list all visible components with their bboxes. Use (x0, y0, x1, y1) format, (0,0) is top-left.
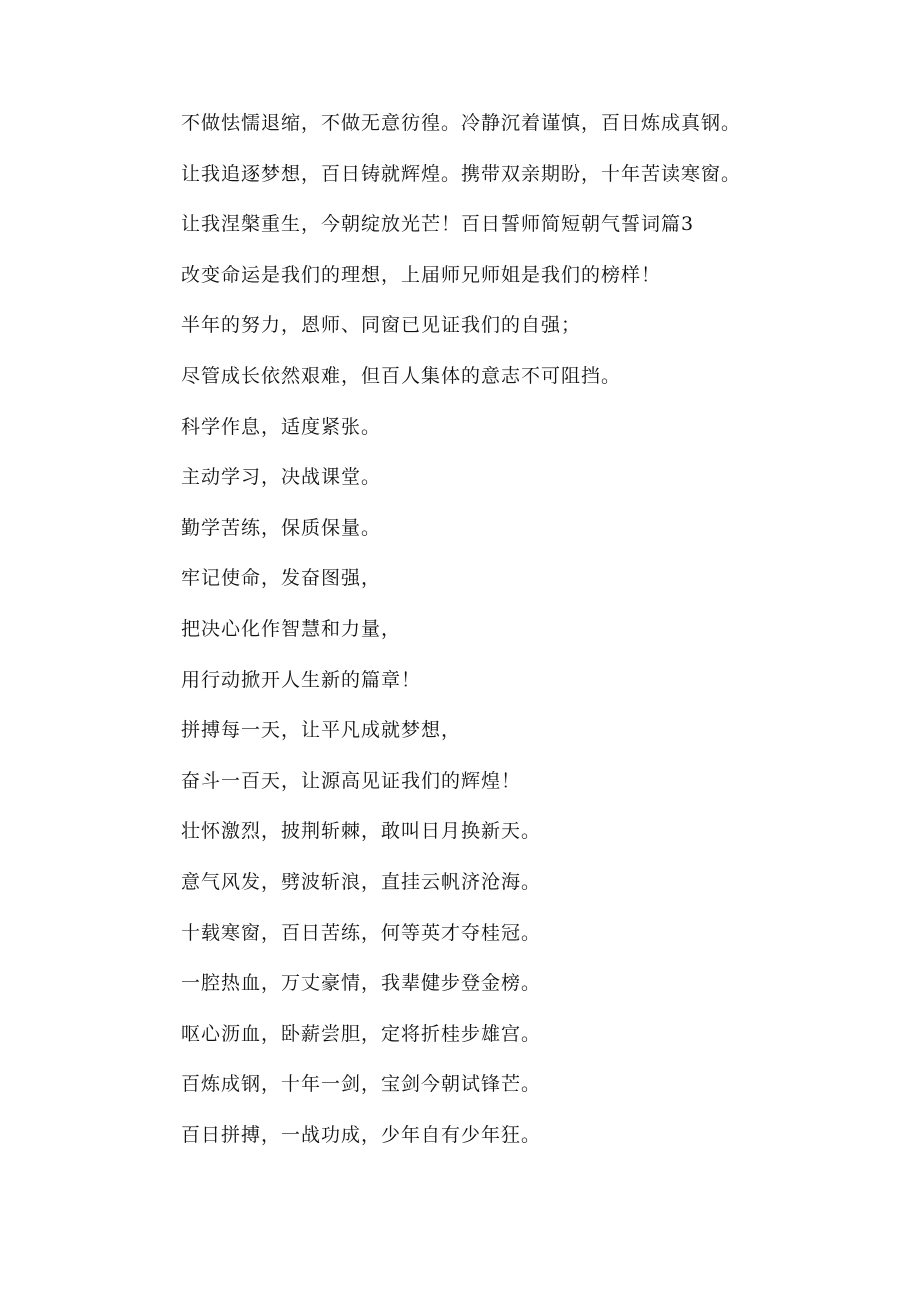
text-line: 不做怯懦退缩，不做无意彷徨。冷静沉着谨慎，百日炼成真钢。 (181, 112, 742, 134)
text-line: 科学作息，适度紧张。 (181, 415, 382, 438)
text-line: 让我追逐梦想，百日铸就辉煌。携带双亲期盼，十年苦读寒窗。 (181, 162, 742, 185)
text-line: 十载寒窗，百日苦练，何等英才夺桂冠。 (181, 921, 542, 944)
text-line: 奋斗一百天，让源高见证我们的辉煌！ (181, 769, 522, 792)
text-line: 一腔热血，万丈豪情，我辈健步登金榜。 (181, 972, 542, 995)
text-line: 尽管成长依然艰难，但百人集体的意志不可阻挡。 (181, 364, 622, 387)
text-line: 百炼成钢，十年一剑，宝剑今朝试锋芒。 (181, 1073, 542, 1096)
text-line: 牢记使命，发奋图强， (181, 567, 382, 590)
text-body (181, 98, 861, 1160)
text-line: 改变命运是我们的理想，上届师兄师姐是我们的榜样！ (181, 263, 662, 286)
text-line: 用行动掀开人生新的篇章！ (181, 668, 422, 691)
text-line: 意气风发，劈波斩浪，直挂云帆济沧海。 (181, 870, 542, 893)
text-line: 半年的努力，恩师、同窗已见证我们的自强； (181, 314, 582, 337)
text-line: 壮怀激烈，披荆斩棘，敢叫日月换新天。 (181, 820, 542, 843)
text-line: 勤学苦练，保质保量。 (181, 516, 382, 539)
text-line: 把决心化作智慧和力量， (181, 617, 402, 640)
text-line: 让我涅槃重生，今朝绽放光芒！百日誓师简短朝气誓词篇3 (181, 213, 695, 236)
text-line: 主动学习，决战课堂。 (181, 466, 382, 489)
text-line: 拼搏每一天，让平凡成就梦想， (181, 719, 462, 742)
text-line: 呕心沥血，卧薪尝胆，定将折桂步雄宫。 (181, 1022, 542, 1045)
text-line: 百日拼搏，一战功成，少年自有少年狂。 (181, 1123, 542, 1146)
